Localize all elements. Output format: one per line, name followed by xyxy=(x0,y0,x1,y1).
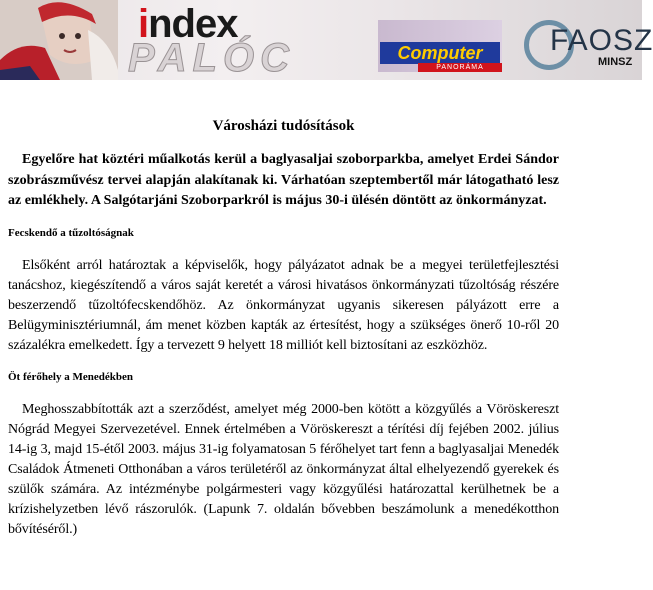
index-logo-rest: ndex xyxy=(148,2,238,46)
computer-panorama-logo[interactable] xyxy=(378,20,502,72)
minsz-logo-text: MINSZ xyxy=(598,56,633,68)
section-heading-fire-engine: Fecskendő a tűzoltóságnak xyxy=(8,226,134,239)
faosz-logo-text: FAOSZ xyxy=(550,24,653,57)
portrait-illustration-icon xyxy=(0,0,118,80)
section-text-fire-engine: Elsőként arról határoztak a képviselők, hogy pályázatot adnak be a megyei területfejlesztési tanácshoz, kiegészítendő a város saját keretét a városi hivatásos önkormányzati tűzoltóság részére beszerzendő tűzoltófecskendőhöz. Az önkormányzat ugyanis sikeresen pályázott erre a Belügyminisztériumnál, ám menet közben kapták az értesítést, hogy a szükséges önerő 10-ről 20 százalékra emelkedett. Így a tervezett 9 helyett 18 milliót kell biztosítani az eszközhöz. xyxy=(8,257,559,353)
index-logo-i: i xyxy=(138,2,149,46)
section-heading-shelter: Öt férőhely a Menedékben xyxy=(8,370,133,383)
faosz-logo[interactable] xyxy=(518,18,653,74)
folk-costume-portrait-image xyxy=(0,0,118,80)
paloc-logo: PALÓC xyxy=(128,36,296,80)
section-text-shelter: Meghosszabbították azt a szerződést, amelyet még 2000-ben kötött a közgyűlés a Vöröskereszt Nógrád Megyei Szervezetével. Ennek értelmében a Vöröskereszt a térítési díj fejében 2002. július 14-ig 3, majd 15-étől 2003. május 31-ig folyamatosan 5 férőhelyet tart fenn a baglyasaljai Menedék Családok Átmeneti Otthonában a város területéről az önkormányzat által elhelyezendő gyerekek és szülők számára. Az intézménybe polgármesteri vagy közgyűlési határozattal kerülhetnek be a krízishelyzetben lévő rászorulók. (Lapunk 7. oldalán bővebben beszámolunk a menedékotthon bővítéséről.) xyxy=(8,401,559,537)
article-title: Városházi tudósítások xyxy=(212,118,355,134)
panorama-logo-label: PANORÁMA xyxy=(418,63,502,72)
article xyxy=(8,116,559,540)
article-lead: Egyelőre hat köztéri műalkotás kerül a baglyasaljai szoborparkba, amelyet Erdei Sándor szobrászművész tervei alapján alakítanak ki. Várhatóan szeptembertől már látogatható lesz az emlékhely. A Salgótarjáni Szoborparkról is május 30-i ülésén döntött az önkormányzat. xyxy=(8,152,559,208)
header-banner xyxy=(0,0,653,80)
computer-logo-label: Computer xyxy=(380,42,500,64)
